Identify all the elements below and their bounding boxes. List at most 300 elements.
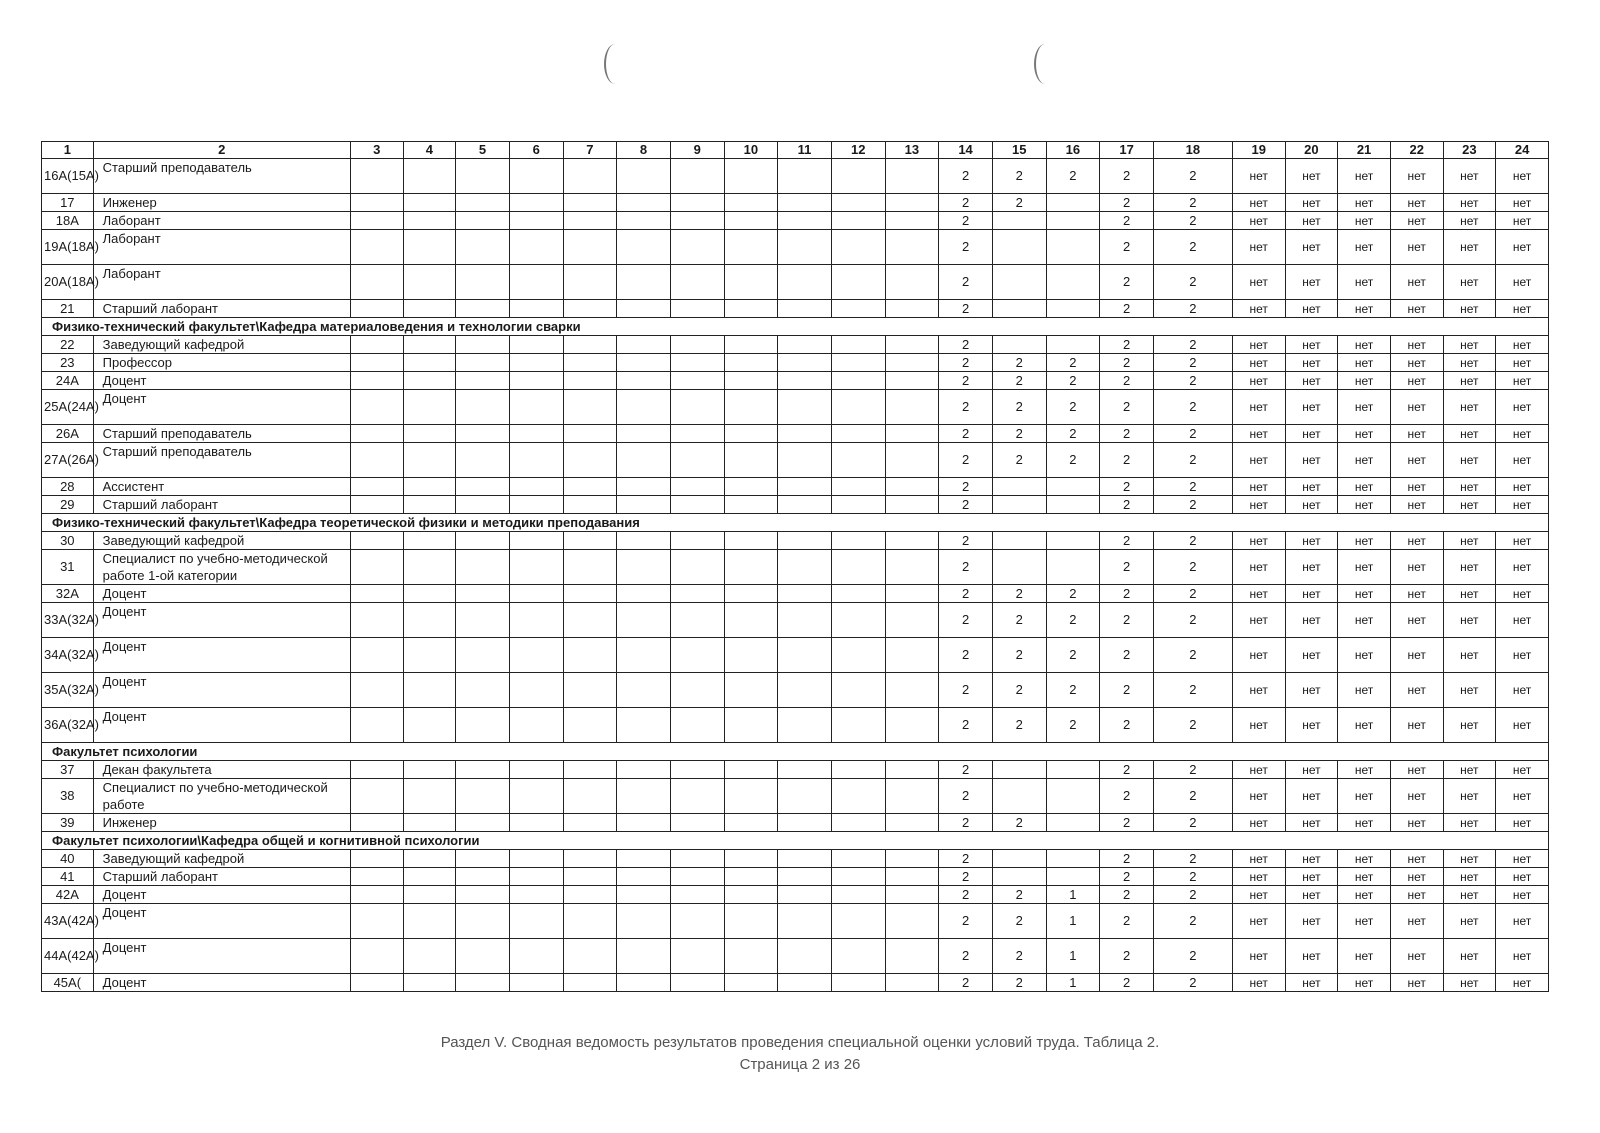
cell-col-11 [778, 939, 832, 974]
cell-col-21: нет [1338, 194, 1391, 212]
column-header-19: 19 [1232, 142, 1285, 159]
section-title: Факультет психологии [42, 743, 1549, 761]
cell-col-15: 2 [992, 372, 1046, 390]
cell-col-18: 2 [1153, 212, 1232, 230]
cell-col-16 [1046, 212, 1100, 230]
position-name: Заведующий кафедрой [93, 850, 350, 868]
cell-col-13 [885, 585, 939, 603]
cell-col-17: 2 [1100, 336, 1154, 354]
cell-col-19: нет [1232, 638, 1285, 673]
cell-col-22: нет [1390, 230, 1443, 265]
cell-col-5 [456, 708, 510, 743]
cell-col-11 [778, 354, 832, 372]
cell-col-19: нет [1232, 779, 1285, 814]
cell-col-15 [992, 850, 1046, 868]
cell-col-17: 2 [1100, 779, 1154, 814]
cell-col-12 [831, 974, 885, 992]
cell-col-7 [563, 868, 617, 886]
table-row [42, 761, 1549, 779]
cell-col-15 [992, 300, 1046, 318]
cell-col-4 [403, 194, 456, 212]
cell-col-5 [456, 974, 510, 992]
table-row [42, 230, 1549, 265]
cell-col-18: 2 [1153, 372, 1232, 390]
cell-col-13 [885, 550, 939, 585]
cell-col-18: 2 [1153, 585, 1232, 603]
cell-col-8 [617, 159, 671, 194]
cell-col-4 [403, 425, 456, 443]
column-header-23: 23 [1443, 142, 1496, 159]
cell-col-9 [670, 194, 724, 212]
cell-col-15: 2 [992, 939, 1046, 974]
cell-col-24: нет [1496, 300, 1549, 318]
cell-col-13 [885, 478, 939, 496]
section-row [42, 832, 1549, 850]
cell-col-15 [992, 478, 1046, 496]
cell-col-15: 2 [992, 425, 1046, 443]
cell-col-8 [617, 336, 671, 354]
cell-col-23: нет [1443, 603, 1496, 638]
table-row [42, 159, 1549, 194]
cell-col-16: 2 [1046, 638, 1100, 673]
cell-col-22: нет [1390, 478, 1443, 496]
cell-col-24: нет [1496, 532, 1549, 550]
cell-col-21: нет [1338, 550, 1391, 585]
cell-col-19: нет [1232, 814, 1285, 832]
cell-col-11 [778, 886, 832, 904]
row-number: 30 [42, 532, 94, 550]
table-row [42, 265, 1549, 300]
table-row [42, 814, 1549, 832]
cell-col-5 [456, 550, 510, 585]
cell-col-14: 2 [939, 904, 993, 939]
cell-col-12 [831, 939, 885, 974]
cell-col-3 [350, 868, 403, 886]
cell-col-21: нет [1338, 496, 1391, 514]
cell-col-12 [831, 425, 885, 443]
cell-col-6 [509, 532, 563, 550]
table-row [42, 779, 1549, 814]
row-number: 24А [42, 372, 94, 390]
column-header-7: 7 [563, 142, 617, 159]
cell-col-9 [670, 850, 724, 868]
cell-col-5 [456, 761, 510, 779]
cell-col-19: нет [1232, 868, 1285, 886]
cell-col-24: нет [1496, 230, 1549, 265]
cell-col-3 [350, 761, 403, 779]
table-row [42, 496, 1549, 514]
cell-col-21: нет [1338, 159, 1391, 194]
cell-col-16 [1046, 550, 1100, 585]
cell-col-16 [1046, 779, 1100, 814]
cell-col-16 [1046, 336, 1100, 354]
cell-col-10 [724, 673, 778, 708]
cell-col-4 [403, 336, 456, 354]
cell-col-7 [563, 300, 617, 318]
cell-col-3 [350, 974, 403, 992]
cell-col-12 [831, 372, 885, 390]
cell-col-6 [509, 779, 563, 814]
cell-col-11 [778, 425, 832, 443]
cell-col-4 [403, 212, 456, 230]
table-row [42, 868, 1549, 886]
cell-col-5 [456, 212, 510, 230]
cell-col-16: 2 [1046, 390, 1100, 425]
cell-col-16 [1046, 230, 1100, 265]
table-row [42, 425, 1549, 443]
cell-col-5 [456, 779, 510, 814]
cell-col-5 [456, 425, 510, 443]
summary-table [41, 141, 1549, 992]
cell-col-23: нет [1443, 779, 1496, 814]
cell-col-23: нет [1443, 673, 1496, 708]
row-number: 39 [42, 814, 94, 832]
cell-col-15 [992, 761, 1046, 779]
cell-col-13 [885, 974, 939, 992]
cell-col-18: 2 [1153, 868, 1232, 886]
cell-col-23: нет [1443, 532, 1496, 550]
column-header-13: 13 [885, 142, 939, 159]
table-row [42, 354, 1549, 372]
cell-col-22: нет [1390, 708, 1443, 743]
cell-col-22: нет [1390, 532, 1443, 550]
cell-col-24: нет [1496, 850, 1549, 868]
cell-col-20: нет [1285, 974, 1338, 992]
cell-col-8 [617, 425, 671, 443]
cell-col-14: 2 [939, 939, 993, 974]
table-row [42, 550, 1549, 585]
cell-col-15: 2 [992, 904, 1046, 939]
cell-col-21: нет [1338, 300, 1391, 318]
cell-col-18: 2 [1153, 354, 1232, 372]
cell-col-17: 2 [1100, 904, 1154, 939]
cell-col-14: 2 [939, 868, 993, 886]
cell-col-3 [350, 372, 403, 390]
cell-col-23: нет [1443, 390, 1496, 425]
cell-col-3 [350, 230, 403, 265]
cell-col-7 [563, 673, 617, 708]
cell-col-20: нет [1285, 673, 1338, 708]
cell-col-10 [724, 814, 778, 832]
cell-col-14: 2 [939, 974, 993, 992]
column-header-11: 11 [778, 142, 832, 159]
cell-col-18: 2 [1153, 496, 1232, 514]
cell-col-15: 2 [992, 603, 1046, 638]
section-title: Физико-технический факультет\Кафедра теоретической физики и методики преподавания [42, 514, 1549, 532]
cell-col-16: 1 [1046, 904, 1100, 939]
cell-col-13 [885, 761, 939, 779]
table-row [42, 939, 1549, 974]
cell-col-9 [670, 372, 724, 390]
cell-col-18: 2 [1153, 708, 1232, 743]
cell-col-14: 2 [939, 673, 993, 708]
row-number: 23 [42, 354, 94, 372]
cell-col-12 [831, 230, 885, 265]
cell-col-14: 2 [939, 603, 993, 638]
cell-col-11 [778, 372, 832, 390]
cell-col-20: нет [1285, 904, 1338, 939]
cell-col-18: 2 [1153, 478, 1232, 496]
column-header-16: 16 [1046, 142, 1100, 159]
cell-col-19: нет [1232, 761, 1285, 779]
cell-col-9 [670, 390, 724, 425]
cell-col-13 [885, 194, 939, 212]
cell-col-14: 2 [939, 814, 993, 832]
cell-col-7 [563, 496, 617, 514]
cell-col-6 [509, 425, 563, 443]
cell-col-8 [617, 478, 671, 496]
cell-col-7 [563, 443, 617, 478]
cell-col-22: нет [1390, 194, 1443, 212]
cell-col-11 [778, 443, 832, 478]
cell-col-10 [724, 779, 778, 814]
cell-col-4 [403, 850, 456, 868]
cell-col-19: нет [1232, 443, 1285, 478]
cell-col-19: нет [1232, 425, 1285, 443]
cell-col-18: 2 [1153, 939, 1232, 974]
cell-col-14: 2 [939, 230, 993, 265]
position-name: Лаборант [93, 212, 350, 230]
cell-col-19: нет [1232, 585, 1285, 603]
cell-col-22: нет [1390, 850, 1443, 868]
cell-col-8 [617, 194, 671, 212]
cell-col-13 [885, 336, 939, 354]
cell-col-8 [617, 708, 671, 743]
cell-col-7 [563, 708, 617, 743]
cell-col-14: 2 [939, 265, 993, 300]
row-number: 35А(32А) [42, 673, 94, 708]
cell-col-5 [456, 194, 510, 212]
cell-col-21: нет [1338, 638, 1391, 673]
cell-col-5 [456, 372, 510, 390]
cell-col-6 [509, 708, 563, 743]
column-header-3: 3 [350, 142, 403, 159]
column-header-20: 20 [1285, 142, 1338, 159]
section-row [42, 743, 1549, 761]
cell-col-6 [509, 372, 563, 390]
cell-col-24: нет [1496, 603, 1549, 638]
cell-col-24: нет [1496, 443, 1549, 478]
cell-col-4 [403, 814, 456, 832]
cell-col-14: 2 [939, 372, 993, 390]
cell-col-16: 2 [1046, 585, 1100, 603]
cell-col-13 [885, 603, 939, 638]
cell-col-3 [350, 779, 403, 814]
cell-col-14: 2 [939, 638, 993, 673]
cell-col-7 [563, 550, 617, 585]
row-number: 22 [42, 336, 94, 354]
cell-col-15: 2 [992, 194, 1046, 212]
cell-col-4 [403, 230, 456, 265]
cell-col-15 [992, 336, 1046, 354]
cell-col-12 [831, 354, 885, 372]
cell-col-10 [724, 212, 778, 230]
cell-col-6 [509, 354, 563, 372]
cell-col-22: нет [1390, 212, 1443, 230]
cell-col-10 [724, 585, 778, 603]
cell-col-20: нет [1285, 265, 1338, 300]
position-name: Заведующий кафедрой [93, 532, 350, 550]
cell-col-20: нет [1285, 814, 1338, 832]
cell-col-12 [831, 886, 885, 904]
cell-col-17: 2 [1100, 761, 1154, 779]
cell-col-7 [563, 336, 617, 354]
cell-col-15: 2 [992, 159, 1046, 194]
cell-col-13 [885, 904, 939, 939]
cell-col-23: нет [1443, 585, 1496, 603]
cell-col-8 [617, 779, 671, 814]
cell-col-10 [724, 194, 778, 212]
cell-col-20: нет [1285, 372, 1338, 390]
cell-col-6 [509, 496, 563, 514]
cell-col-16: 2 [1046, 673, 1100, 708]
column-header-18: 18 [1153, 142, 1232, 159]
cell-col-11 [778, 904, 832, 939]
cell-col-19: нет [1232, 939, 1285, 974]
cell-col-20: нет [1285, 532, 1338, 550]
cell-col-10 [724, 496, 778, 514]
cell-col-12 [831, 708, 885, 743]
column-header-17: 17 [1100, 142, 1154, 159]
cell-col-11 [778, 532, 832, 550]
cell-col-9 [670, 212, 724, 230]
cell-col-20: нет [1285, 550, 1338, 585]
cell-col-5 [456, 904, 510, 939]
cell-col-9 [670, 603, 724, 638]
cell-col-16: 1 [1046, 939, 1100, 974]
cell-col-20: нет [1285, 939, 1338, 974]
cell-col-12 [831, 550, 885, 585]
cell-col-15 [992, 550, 1046, 585]
cell-col-17: 2 [1100, 868, 1154, 886]
cell-col-10 [724, 974, 778, 992]
punch-hole-mark [1034, 44, 1056, 84]
cell-col-17: 2 [1100, 814, 1154, 832]
cell-col-8 [617, 550, 671, 585]
cell-col-24: нет [1496, 974, 1549, 992]
cell-col-10 [724, 638, 778, 673]
cell-col-9 [670, 159, 724, 194]
row-number: 17 [42, 194, 94, 212]
cell-col-23: нет [1443, 761, 1496, 779]
cell-col-21: нет [1338, 904, 1391, 939]
table-row [42, 585, 1549, 603]
column-header-14: 14 [939, 142, 993, 159]
cell-col-6 [509, 478, 563, 496]
table-row [42, 443, 1549, 478]
cell-col-12 [831, 638, 885, 673]
cell-col-16 [1046, 868, 1100, 886]
cell-col-5 [456, 638, 510, 673]
table-row [42, 886, 1549, 904]
cell-col-7 [563, 478, 617, 496]
cell-col-5 [456, 443, 510, 478]
cell-col-21: нет [1338, 265, 1391, 300]
cell-col-17: 2 [1100, 496, 1154, 514]
cell-col-15 [992, 868, 1046, 886]
cell-col-17: 2 [1100, 886, 1154, 904]
cell-col-19: нет [1232, 673, 1285, 708]
cell-col-6 [509, 761, 563, 779]
footer-page-number: Страница 2 из 26 [739, 1056, 861, 1073]
cell-col-12 [831, 443, 885, 478]
cell-col-5 [456, 390, 510, 425]
table-row [42, 708, 1549, 743]
position-name: Доцент [93, 939, 350, 974]
position-name: Ассистент [93, 478, 350, 496]
cell-col-23: нет [1443, 443, 1496, 478]
cell-col-7 [563, 354, 617, 372]
cell-col-14: 2 [939, 336, 993, 354]
cell-col-21: нет [1338, 868, 1391, 886]
position-name: Доцент [93, 372, 350, 390]
cell-col-13 [885, 390, 939, 425]
cell-col-19: нет [1232, 372, 1285, 390]
cell-col-14: 2 [939, 532, 993, 550]
cell-col-13 [885, 443, 939, 478]
cell-col-8 [617, 585, 671, 603]
cell-col-23: нет [1443, 939, 1496, 974]
row-number: 34А(32А) [42, 638, 94, 673]
cell-col-20: нет [1285, 886, 1338, 904]
cell-col-17: 2 [1100, 603, 1154, 638]
row-number: 37 [42, 761, 94, 779]
cell-col-16: 2 [1046, 425, 1100, 443]
section-title: Физико-технический факультет\Кафедра материаловедения и технологии сварки [42, 318, 1549, 336]
cell-col-6 [509, 212, 563, 230]
cell-col-4 [403, 354, 456, 372]
table-row [42, 904, 1549, 939]
cell-col-5 [456, 814, 510, 832]
cell-col-19: нет [1232, 478, 1285, 496]
cell-col-17: 2 [1100, 638, 1154, 673]
cell-col-20: нет [1285, 850, 1338, 868]
cell-col-12 [831, 212, 885, 230]
cell-col-6 [509, 194, 563, 212]
cell-col-12 [831, 585, 885, 603]
cell-col-13 [885, 159, 939, 194]
cell-col-4 [403, 372, 456, 390]
row-number: 28 [42, 478, 94, 496]
cell-col-11 [778, 779, 832, 814]
cell-col-18: 2 [1153, 850, 1232, 868]
cell-col-11 [778, 496, 832, 514]
cell-col-24: нет [1496, 478, 1549, 496]
cell-col-13 [885, 372, 939, 390]
cell-col-4 [403, 478, 456, 496]
cell-col-21: нет [1338, 443, 1391, 478]
cell-col-16: 2 [1046, 603, 1100, 638]
cell-col-19: нет [1232, 603, 1285, 638]
cell-col-13 [885, 300, 939, 318]
cell-col-21: нет [1338, 425, 1391, 443]
column-header-2: 2 [93, 142, 350, 159]
cell-col-21: нет [1338, 478, 1391, 496]
cell-col-18: 2 [1153, 159, 1232, 194]
cell-col-20: нет [1285, 761, 1338, 779]
cell-col-3 [350, 212, 403, 230]
cell-col-15: 2 [992, 708, 1046, 743]
cell-col-16 [1046, 478, 1100, 496]
row-number: 42А [42, 886, 94, 904]
row-number: 40 [42, 850, 94, 868]
row-number: 36А(32А) [42, 708, 94, 743]
cell-col-9 [670, 336, 724, 354]
cell-col-5 [456, 673, 510, 708]
cell-col-10 [724, 939, 778, 974]
cell-col-24: нет [1496, 673, 1549, 708]
cell-col-19: нет [1232, 300, 1285, 318]
